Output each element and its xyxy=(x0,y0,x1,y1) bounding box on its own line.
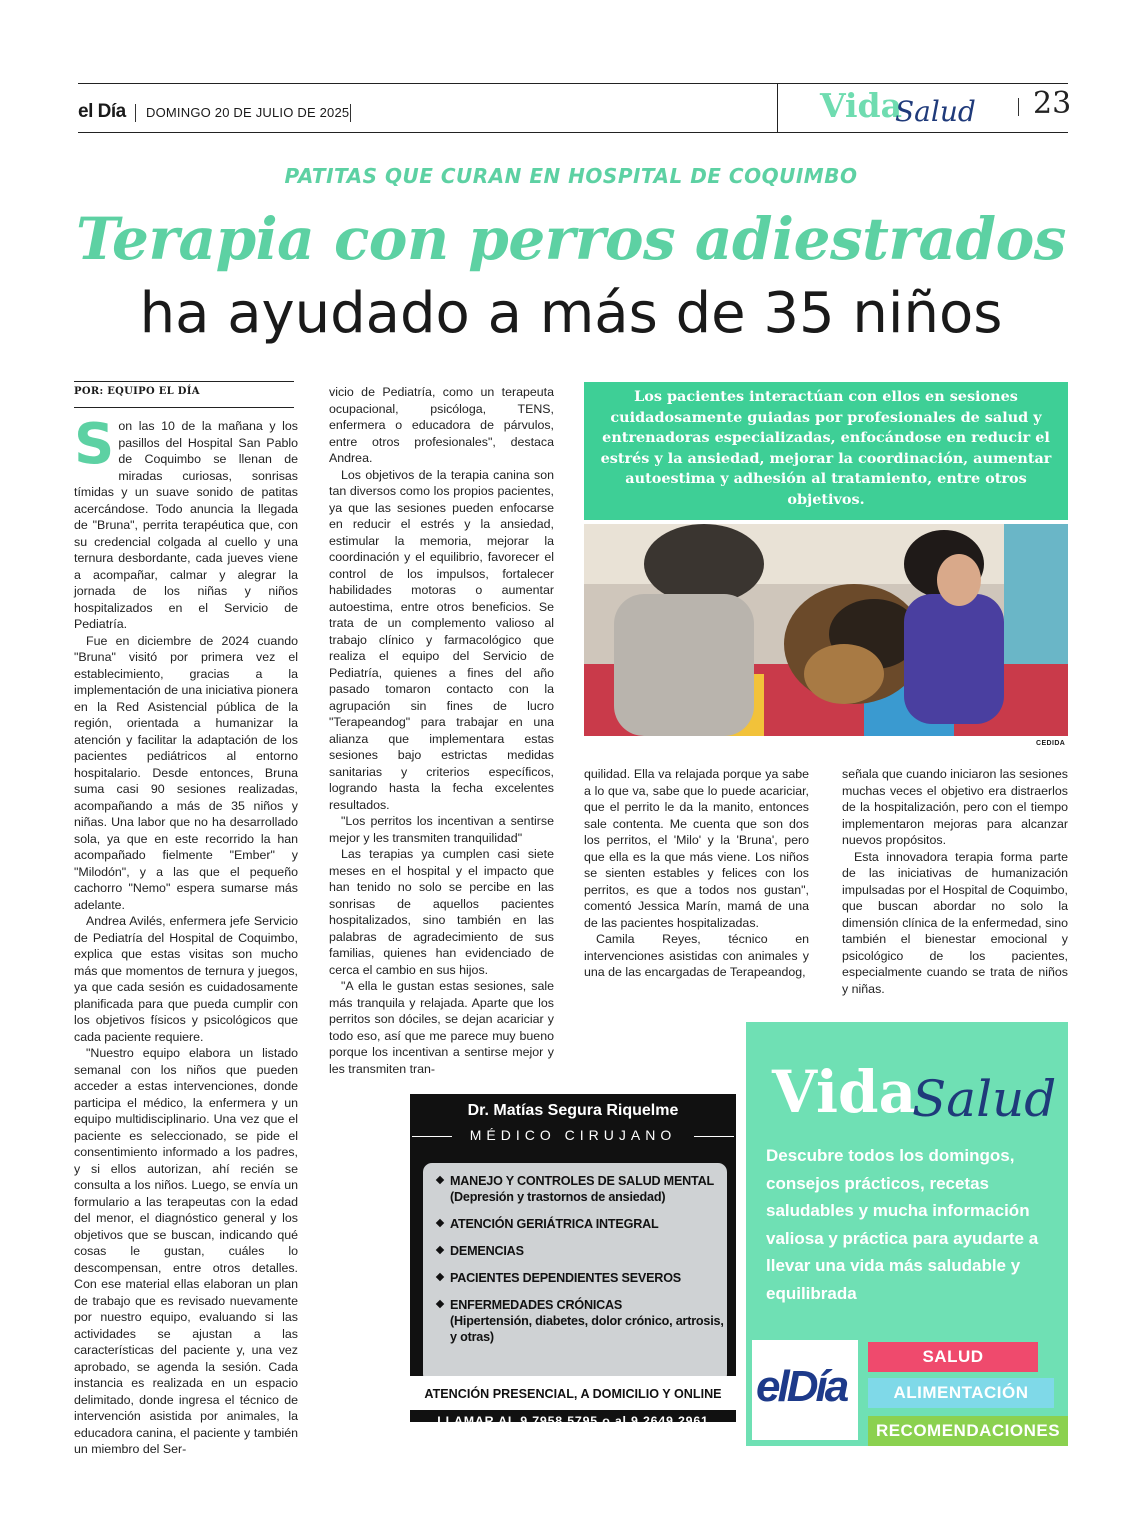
paragraph: "Nuestro equipo elabora un listado semanal con los niños que pueden acceder a estas intervenciones, donde participa el médico, la enfermera y un equipo multidisciplinario. Una vez que el paciente es seleccionado, se pide el consentimiento informado a los padres, y si ellos autorizan, ahí recién se consulta a los niños. Luego, se envía un formulario a las terapeutas con la edad del menor, el diagnóstico general y los objetivos que se buscan, indicando qué cosas le gustan, cuáles lo descompensan, entre otros detalles. Con ese material ellas elaboran un plan de trabajo que es revisado nuevamente por nuestro equipo, evaluando si las actividades se ajustan a las características del paciente y, una vez aprobado, se agenda la sesión. Cada instancia es realizada en un espacio delimitado, donde ingresa el técnico de intervención asistida por animales, la educadora canina, el paciente y también un miembro del Ser- xyxy=(74,1046,298,1456)
bullet-icon xyxy=(436,1273,444,1281)
newspaper-brand[interactable]: el Día xyxy=(78,101,126,122)
paragraph: "Los perritos los incentivan a sentirse mejor y les transmiten tranquilidad" xyxy=(329,814,554,845)
bullet-icon xyxy=(436,1300,444,1308)
logo-text: elDía xyxy=(756,1362,847,1411)
service-item: PACIENTES DEPENDIENTES SEVEROS xyxy=(437,1270,681,1286)
doctor-name: Dr. Matías Segura Riquelme xyxy=(467,1102,679,1119)
paragraph: Son las 10 de la mañana y los pasillos del Hospital San Pablo de Coquimbo se llenan de miradas curiosas, sonrisas tímidas y un suave sonido de patitas acercándose. Todo anuncia la llegada de "Bruna", perrita terapéutica que, con su credencial colgada al cuello y una ternura desbordante, cada jueves viene a acompañar, calmar y alegrar la jornada de los niñas y niños hospitalizados en el Servicio de Pediatría. xyxy=(74,412,298,631)
paragraph: Las terapias ya cumplen casi siete meses en el hospital y el impacto que han tenido no solo se percibe en las sonrisas de aquellos pacientes hospitalizados, sino también en las palabras de agradecimiento de sus familias, quienes han evidenciado de cerca el cambio en sus hijos. xyxy=(329,847,554,977)
paragraph: Fue en diciembre de 2024 cuando "Bruna" visitó por primera vez el establecimiento, gracias a la implementación de una iniciativa pionera en la Red Asistencial pública de la región, orientada a humanizar la atención y facilitar la adaptación de los pacientes pediátricos al entorno hospitalario. Desde entonces, Bruna suma casi 90 sesiones realizadas, acompañando a más de 35 niños y niñas. Una labor que no ha desarrollado sola, ya que en este recorrido la han acompañado fielmente "Ember" y "Milodón", y a las que el pequeño cachorro "Nemo" espera sumarse más adelante. xyxy=(74,633,298,912)
paragraph: Los objetivos de la terapia canina son tan diversos como los propios pacientes, ya que las sesiones pueden enfocarse en reducir el estrés y la ansiedad, estimular la memoria, mejorar la coordinación y el equilibrio, favorecer el control de los impulsos, fortalecer habilidades motoras o aumentar autoestima, entre otros beneficios. Se trata de un complemento valioso al trabajo clínico y farmacológico que realiza el equipo del Servicio de Pediatría, quienes a fines del año pasado tomaron contacto con la agrupación sin fines de lucro "Terapeandog" para trabajar en una alianza que implementara estas sesiones bajo estrictas medidas sanitarias y criterios específicos, logrando hasta la fecha excelentes resultados. xyxy=(329,467,554,812)
paragraph: señala que cuando iniciaron las sesiones muchas veces el objetivo era distraerlos de la hospitalización, pero con el tiempo implementaron mejoras para alcanzar nuevos propósitos. xyxy=(842,767,1068,847)
ad-description: Descubre todos los domingos, consejos prácticos, recetas saludables y mucha información valiosa y práctica para ayudarte a llevar una vida más saludable y equilibrada xyxy=(766,1146,1039,1303)
header-separator xyxy=(1018,98,1019,116)
issue-date: DOMINGO 20 DE JULIO DE 2025 xyxy=(146,105,350,120)
paragraph: quilidad. Ella va relajada porque ya sabe a lo que va, sabe que lo puede acariciar, que el perrito le da la manito, entonces sale contenta. Me cuenta que son dos los perritos, el 'Milo' y la 'Bruna', pero que ella es la que más viene. Los niños se sienten estables y felices con los perritos, es que a todos nos gustan", comentó Jessica Marín, mamá de una de las pacientes hospitalizadas. xyxy=(584,767,809,930)
header-top-rule xyxy=(78,83,1068,84)
bullet-icon xyxy=(436,1219,444,1227)
contact-phones[interactable]: LLAMAR AL 9 7958 5795 o al 9 2649 2961 xyxy=(437,1414,709,1428)
drop-cap: S xyxy=(74,412,115,477)
paragraph: Andrea Avilés, enfermera jefe Servicio de Pediatría del Hospital de Coquimbo, explica que estas visitas son mucho más que momentos de ternura y juegos, ya que cada sesión es cuidadosamente planificada para que pueda cumplir con los objetivos físicos y psicológicos que cada paciente requiere. xyxy=(74,914,298,1044)
bullet-icon xyxy=(436,1176,444,1184)
header-separator xyxy=(135,104,136,122)
header-separator xyxy=(350,104,351,122)
article-column-4 xyxy=(842,766,1068,997)
service-item: MANEJO Y CONTROLES DE SALUD MENTAL (Depresión y trastornos de ansiedad) xyxy=(437,1173,714,1205)
services-panel xyxy=(420,1160,730,1386)
service-item: ENFERMEDADES CRÓNICAS (Hipertensión, diabetes, dolor crónico, artrosis, y otras) xyxy=(437,1297,724,1345)
article-photo[interactable] xyxy=(584,524,1068,736)
tag-alimentacion[interactable]: ALIMENTACIÓN xyxy=(868,1378,1054,1408)
service-item: DEMENCIAS xyxy=(437,1243,524,1259)
article-column-1 xyxy=(74,412,298,1458)
service-item: ATENCIÓN GERIÁTRICA INTEGRAL xyxy=(437,1216,659,1232)
divider xyxy=(412,1136,452,1137)
article-kicker: PATITAS QUE CURAN EN HOSPITAL DE COQUIMBO xyxy=(284,164,858,188)
tag-recomendaciones[interactable]: RECOMENDACIONES xyxy=(868,1416,1068,1446)
article-title-line1: Terapia con perros adiestrados xyxy=(76,205,1066,273)
photo-illustration xyxy=(584,524,1068,736)
attention-modes: ATENCIÓN PRESENCIAL, A DOMICILIO Y ONLINE xyxy=(410,1381,736,1407)
page-number: 23 xyxy=(1033,86,1072,121)
section-name-salud: Salud xyxy=(895,95,976,128)
tag-salud[interactable]: SALUD xyxy=(868,1342,1038,1372)
el-dia-logo xyxy=(752,1340,858,1440)
vida-salud-advertisement[interactable] xyxy=(746,1022,1068,1446)
article-column-3 xyxy=(584,766,809,981)
doctor-advertisement[interactable] xyxy=(410,1094,736,1448)
paragraph: Camila Reyes, técnico en intervenciones asistidas con animales y una de las encargadas de Terapeandog, xyxy=(584,932,809,979)
byline-rule xyxy=(74,407,294,408)
header-bottom-rule xyxy=(78,132,1068,133)
highlight-box: Los pacientes interactúan con ellos en sesiones cuidadosamente guiadas por profesionales de salud y entrenadoras especializadas, enfocándose en reducir el estrés y la ansiedad, mejorar la coordinación, aumentar autoestima y adhesión al tratamiento, entre otros objetivos. xyxy=(584,382,1068,520)
byline: POR: EQUIPO EL DÍA xyxy=(74,381,294,397)
paragraph: Esta innovadora terapia forma parte de las iniciativas de humanización impulsadas por el Hospital de Coquimbo, que buscan abordar no solo la dimensión clínica de la enfermedad, sino también el bienestar emocional y psicológico de los pacientes, especialmente cuando se trata de niños y niñas. xyxy=(842,849,1068,996)
section-divider xyxy=(777,84,778,132)
paragraph: "A ella le gustan estas sesiones, sale más tranquila y relajada. Aparte que los perritos son dóciles, se dejan acariciar y todo eso, así que me parece muy bueno porque los incentivan a sentirse mejor y les transmiten tran- xyxy=(329,979,554,1076)
section-name-vida: Vida xyxy=(820,86,903,125)
doctor-specialty: MÉDICO CIRUJANO xyxy=(469,1127,677,1143)
photo-credit: CEDIDA xyxy=(1036,740,1066,747)
divider xyxy=(694,1136,734,1137)
article-title-line2: ha ayudado a más de 35 niños xyxy=(139,281,1003,346)
address: BALMACEDA 1622 LA SERENA xyxy=(470,1434,676,1448)
ad-salud-word: Salud xyxy=(912,1070,1057,1128)
paragraph: vicio de Pediatría, como un terapeuta ocupacional, psicóloga, TENS, enfermera o educadora de párvulos, entre otros profesionales", destaca Andrea. xyxy=(329,385,554,465)
ad-vida-word: Vida xyxy=(772,1058,917,1126)
bullet-icon xyxy=(436,1246,444,1254)
article-column-2 xyxy=(329,384,554,1077)
